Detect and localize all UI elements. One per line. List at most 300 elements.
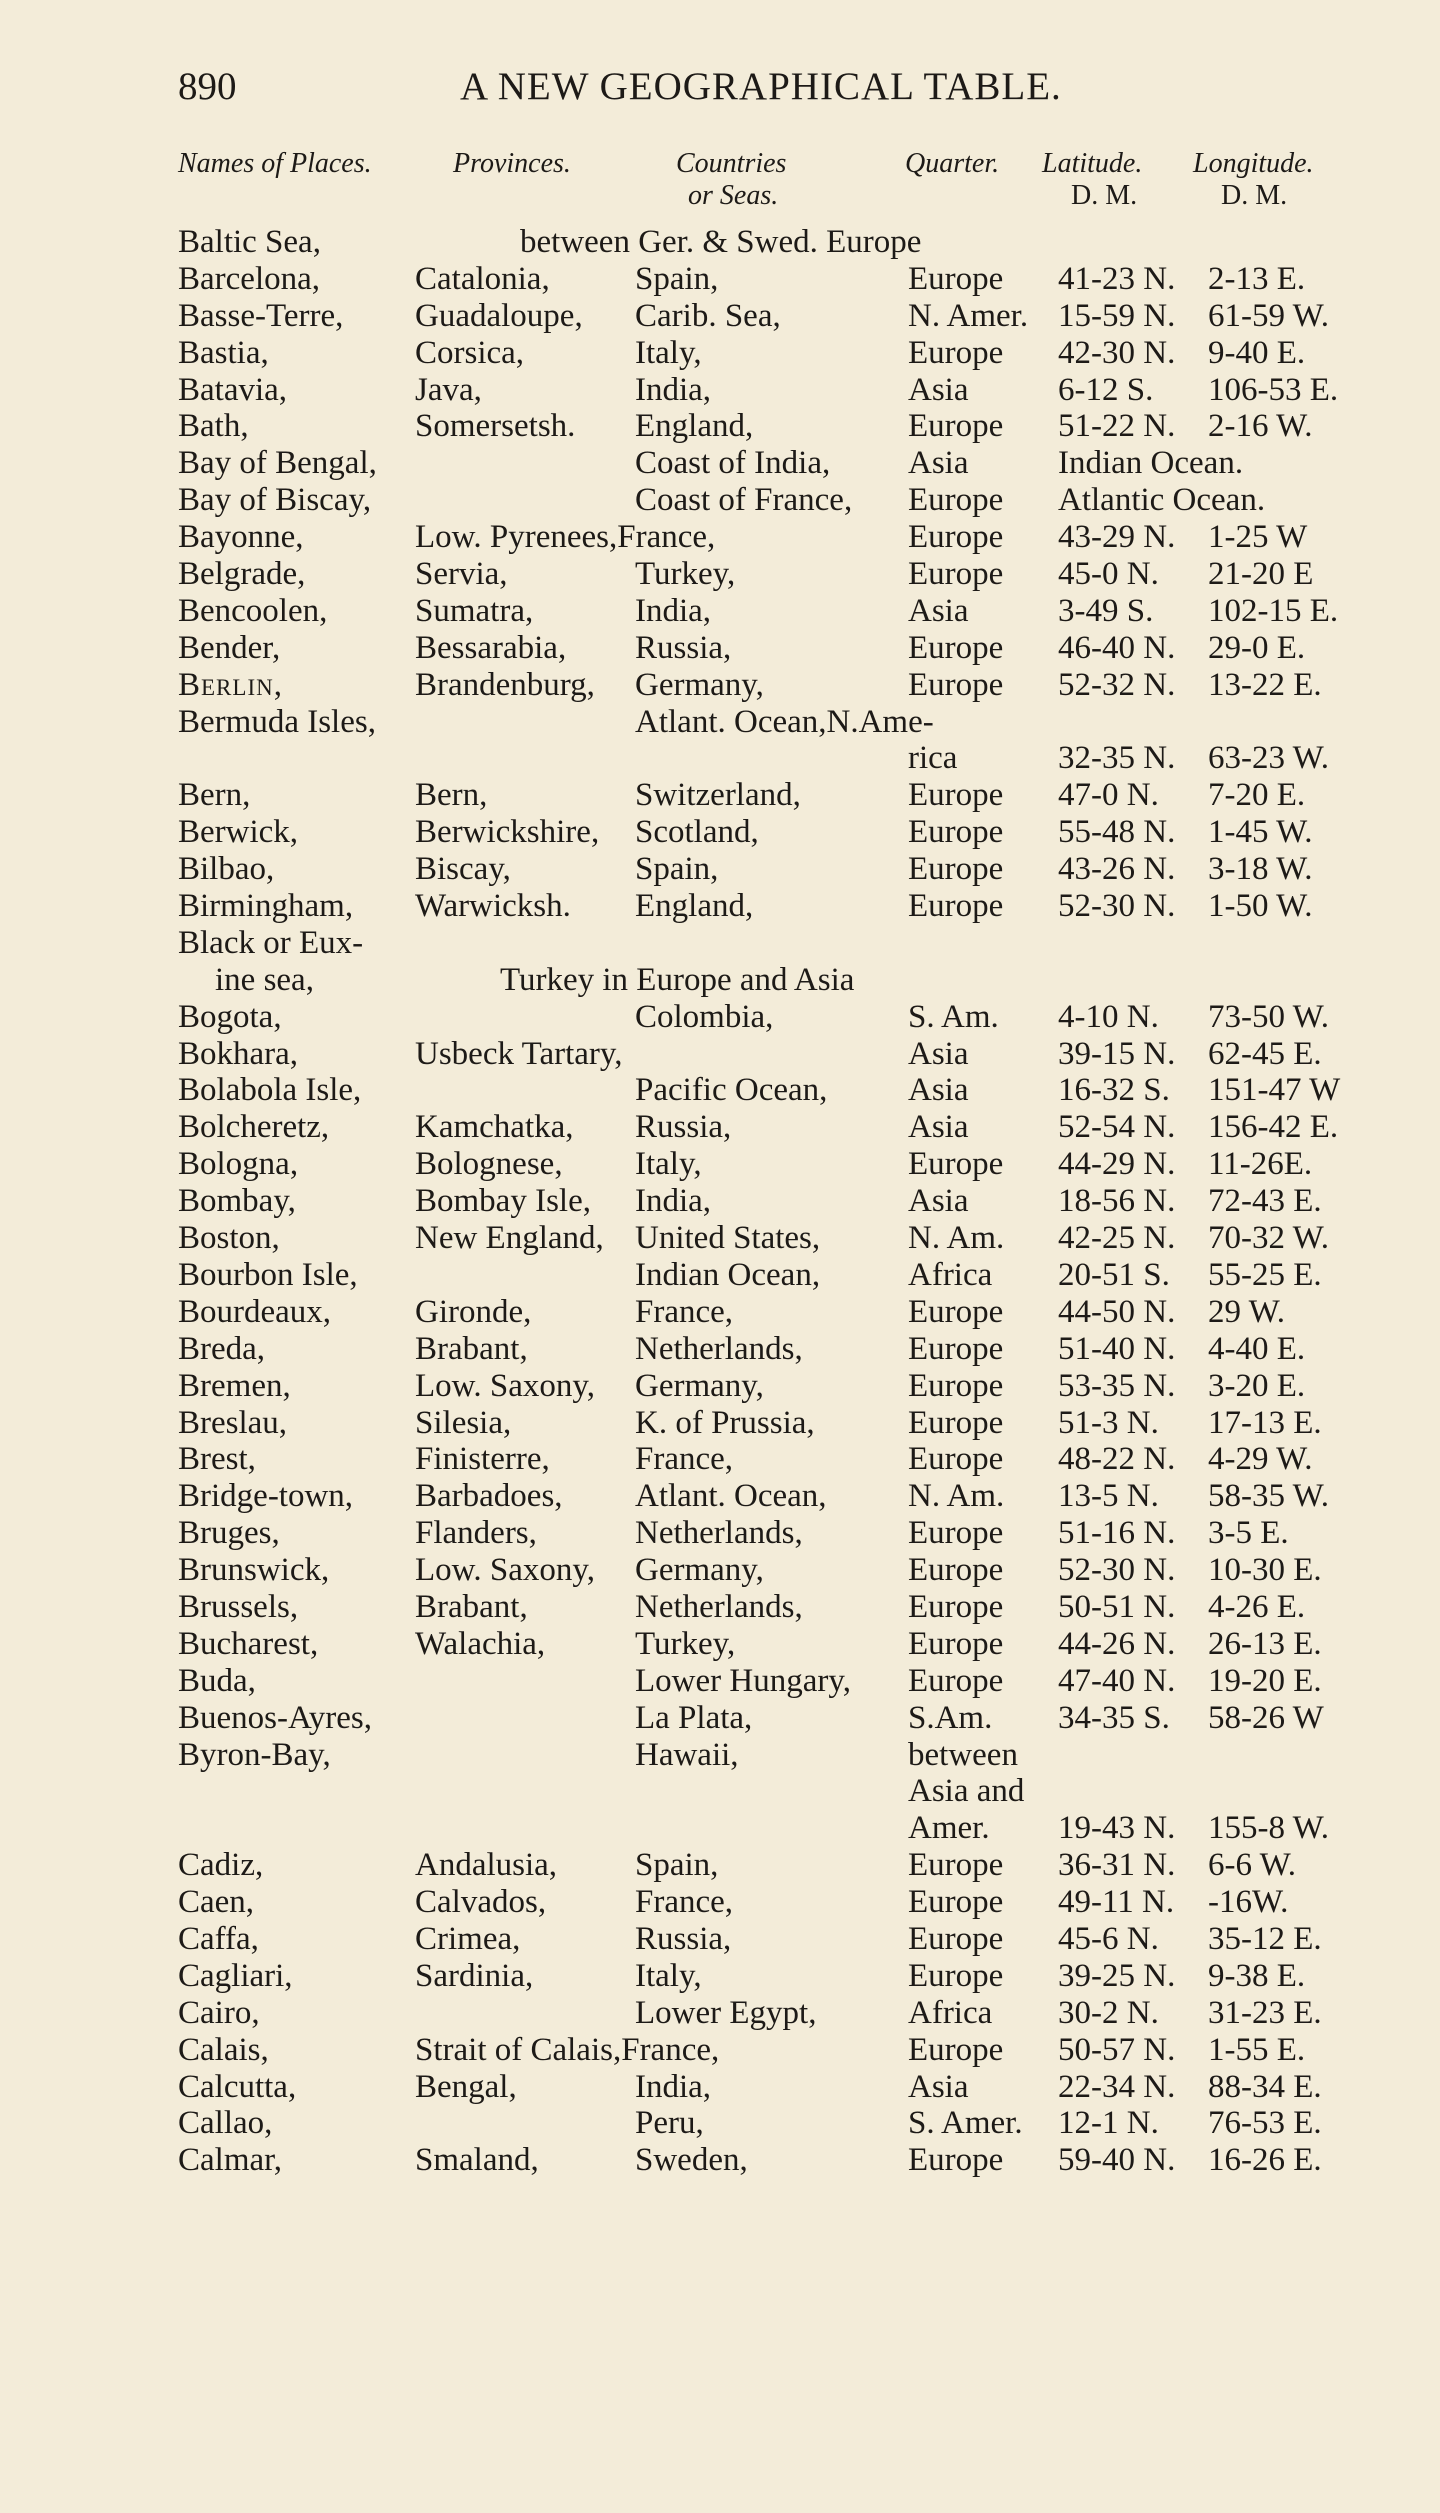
table-row bbox=[0, 1589, 1440, 1626]
quarter: Europe bbox=[908, 334, 1004, 371]
table-row bbox=[0, 740, 1440, 777]
table-row bbox=[0, 2069, 1440, 2106]
longitude: 10-30 E. bbox=[1208, 1552, 1322, 1589]
country: Peru, bbox=[635, 2105, 704, 2142]
latitude: 48-22 N. bbox=[1058, 1441, 1176, 1478]
col-countries-sub: or Seas. bbox=[688, 180, 779, 211]
latitude: 44-29 N. bbox=[1058, 1146, 1176, 1183]
row-note: Turkey in Europe and Asia bbox=[500, 961, 855, 998]
latitude: 51-16 N. bbox=[1058, 1515, 1176, 1552]
quarter: Europe bbox=[908, 777, 1004, 814]
country: K. of Prussia, bbox=[635, 1404, 815, 1441]
province: Silesia, bbox=[415, 1404, 512, 1441]
latitude: 50-57 N. bbox=[1058, 2031, 1176, 2068]
quarter: rica bbox=[908, 740, 958, 777]
table-row bbox=[0, 1220, 1440, 1257]
quarter: Asia bbox=[908, 1109, 969, 1146]
latitude: 3-49 S. bbox=[1058, 592, 1154, 629]
table-row bbox=[0, 1921, 1440, 1958]
country: Russia, bbox=[635, 629, 732, 666]
quarter: Asia bbox=[908, 371, 969, 408]
table-row bbox=[0, 630, 1440, 667]
quarter: Asia bbox=[908, 1183, 969, 1220]
quarter: Europe bbox=[908, 2031, 1004, 2068]
country: Indian Ocean, bbox=[635, 1256, 821, 1293]
place-name: Bolcheretz, bbox=[178, 1109, 330, 1146]
latitude: 4-10 N. bbox=[1058, 998, 1159, 1035]
country: Turkey, bbox=[635, 556, 736, 593]
quarter: Europe bbox=[908, 1588, 1004, 1625]
table-row bbox=[0, 1995, 1440, 2032]
longitude: 7-20 E. bbox=[1208, 777, 1306, 814]
province: Bolognese, bbox=[415, 1146, 563, 1183]
place-name: Caffa, bbox=[178, 1920, 259, 1957]
country: France, bbox=[635, 1884, 734, 1921]
country: Spain, bbox=[635, 851, 719, 888]
quarter: Europe bbox=[908, 1146, 1004, 1183]
table-row bbox=[0, 1257, 1440, 1294]
longitude: 3-5 E. bbox=[1208, 1515, 1289, 1552]
province: Brandenburg, bbox=[415, 666, 595, 703]
latitude: 39-25 N. bbox=[1058, 1957, 1176, 1994]
place-name: Bern, bbox=[178, 777, 251, 814]
country: United States, bbox=[635, 1220, 821, 1257]
place-name: Bourdeaux, bbox=[178, 1293, 332, 1330]
longitude: 17-13 E. bbox=[1208, 1404, 1322, 1441]
quarter: Europe bbox=[908, 1625, 1004, 1662]
country: Germany, bbox=[635, 666, 764, 703]
country: Carib. Sea, bbox=[635, 297, 781, 334]
province: Brabant, bbox=[415, 1588, 528, 1625]
col-latitude: Latitude. bbox=[1042, 148, 1143, 179]
table-row bbox=[0, 408, 1440, 445]
table-row bbox=[0, 298, 1440, 335]
place-name: Bilbao, bbox=[178, 851, 275, 888]
longitude: 31-23 E. bbox=[1208, 1994, 1322, 2031]
country: La Plata, bbox=[635, 1699, 753, 1736]
table-row bbox=[0, 1700, 1440, 1737]
place-name: Barcelona, bbox=[178, 260, 321, 297]
quarter: Europe bbox=[908, 851, 1004, 888]
country: Russia, bbox=[635, 1920, 732, 1957]
quarter: Asia bbox=[908, 1035, 969, 1072]
country: Netherlands, bbox=[635, 1330, 803, 1367]
table-row bbox=[0, 1109, 1440, 1146]
quarter: between bbox=[908, 1736, 1018, 1773]
place-name: Bokhara, bbox=[178, 1035, 299, 1072]
longitude: 70-32 W. bbox=[1208, 1220, 1330, 1257]
country: Pacific Ocean, bbox=[635, 1072, 828, 1109]
latitude: 15-59 N. bbox=[1058, 297, 1176, 334]
quarter: Amer. bbox=[908, 1810, 990, 1847]
country: Russia, bbox=[635, 1109, 732, 1146]
col-names: Names of Places. bbox=[178, 148, 372, 179]
table-row bbox=[0, 335, 1440, 372]
quarter: S. Am. bbox=[908, 998, 999, 1035]
table-row bbox=[0, 704, 1440, 741]
country: Netherlands, bbox=[635, 1515, 803, 1552]
country: India, bbox=[635, 1183, 712, 1220]
quarter: Europe bbox=[908, 556, 1004, 593]
quarter: Asia and bbox=[908, 1773, 1025, 1810]
place-name: ine sea, bbox=[215, 961, 314, 998]
latitude: 53-35 N. bbox=[1058, 1367, 1176, 1404]
table-row bbox=[0, 1368, 1440, 1405]
table-row bbox=[0, 1405, 1440, 1442]
place-name: Brussels, bbox=[178, 1588, 299, 1625]
table-row bbox=[0, 261, 1440, 298]
quarter: Asia bbox=[908, 445, 969, 482]
longitude: 63-23 W. bbox=[1208, 740, 1330, 777]
longitude: 13-22 E. bbox=[1208, 666, 1322, 703]
province: Crimea, bbox=[415, 1920, 521, 1957]
table-row bbox=[0, 1146, 1440, 1183]
country: Lower Egypt, bbox=[635, 1994, 817, 2031]
place-name: Boston, bbox=[178, 1220, 280, 1257]
col-countries: Countries bbox=[676, 148, 787, 179]
longitude: 6-6 W. bbox=[1208, 1847, 1297, 1884]
latitude: 49-11 N. bbox=[1058, 1884, 1175, 1921]
place-name: Bombay, bbox=[178, 1183, 296, 1220]
quarter: Europe bbox=[908, 1441, 1004, 1478]
latitude: 51-22 N. bbox=[1058, 408, 1176, 445]
latitude: 43-29 N. bbox=[1058, 519, 1176, 556]
quarter: Europe bbox=[908, 814, 1004, 851]
table-row bbox=[0, 1884, 1440, 1921]
latitude: 55-48 N. bbox=[1058, 814, 1176, 851]
province: Sumatra, bbox=[415, 592, 534, 629]
latitude: Indian Ocean. bbox=[1058, 445, 1244, 482]
province: Bern, bbox=[415, 777, 488, 814]
province: Flanders, bbox=[415, 1515, 537, 1552]
quarter: Europe bbox=[908, 1662, 1004, 1699]
latitude: 19-43 N. bbox=[1058, 1810, 1176, 1847]
province: Kamchatka, bbox=[415, 1109, 574, 1146]
country: Switzerland, bbox=[635, 777, 801, 814]
quarter: Europe bbox=[908, 1330, 1004, 1367]
place-name: Calais, bbox=[178, 2031, 269, 2068]
latitude: Atlantic Ocean. bbox=[1058, 482, 1266, 519]
place-name: Bucharest, bbox=[178, 1625, 319, 1662]
table-row bbox=[0, 1515, 1440, 1552]
province: Walachia, bbox=[415, 1625, 546, 1662]
quarter: S.Am. bbox=[908, 1699, 993, 1736]
row-note: between Ger. & Swed. Europe bbox=[520, 224, 922, 260]
table-row bbox=[0, 667, 1440, 704]
province: Corsica, bbox=[415, 334, 525, 371]
longitude: 4-26 E. bbox=[1208, 1588, 1306, 1625]
table-row bbox=[0, 1183, 1440, 1220]
country: England, bbox=[635, 408, 754, 445]
place-name: Basse-Terre, bbox=[178, 297, 344, 334]
table-row bbox=[0, 556, 1440, 593]
quarter: Asia bbox=[908, 592, 969, 629]
place-name: Bourbon Isle, bbox=[178, 1256, 358, 1293]
country: Coast of France, bbox=[635, 482, 853, 519]
place-name: Buda, bbox=[178, 1662, 256, 1699]
latitude: 45-0 N. bbox=[1058, 556, 1159, 593]
latitude: 52-32 N. bbox=[1058, 666, 1176, 703]
table-row bbox=[0, 445, 1440, 482]
place-name: Cairo, bbox=[178, 1994, 260, 2031]
place-name: Bolabola Isle, bbox=[178, 1072, 362, 1109]
latitude: 44-26 N. bbox=[1058, 1625, 1176, 1662]
country: India, bbox=[635, 371, 712, 408]
country: Hawaii, bbox=[635, 1736, 739, 1773]
country: Scotland, bbox=[635, 814, 759, 851]
table-row bbox=[0, 925, 1440, 962]
longitude: 16-26 E. bbox=[1208, 2142, 1322, 2179]
col-latitude-sub: D. M. bbox=[1071, 180, 1138, 211]
province: Berwickshire, bbox=[415, 814, 600, 851]
latitude: 30-2 N. bbox=[1058, 1994, 1159, 2031]
table-row bbox=[0, 372, 1440, 409]
country: Italy, bbox=[635, 1957, 702, 1994]
table-row bbox=[0, 1958, 1440, 1995]
longitude: 58-26 W bbox=[1208, 1699, 1324, 1736]
longitude: 55-25 E. bbox=[1208, 1256, 1322, 1293]
longitude: 62-45 E. bbox=[1208, 1035, 1322, 1072]
place-name: Calmar, bbox=[178, 2142, 283, 2179]
quarter: N. Am. bbox=[908, 1220, 1005, 1257]
longitude: 26-13 E. bbox=[1208, 1625, 1322, 1662]
table-row bbox=[0, 1331, 1440, 1368]
table-row bbox=[0, 999, 1440, 1036]
place-name: Bremen, bbox=[178, 1367, 291, 1404]
table-row bbox=[0, 1441, 1440, 1478]
quarter: Europe bbox=[908, 1404, 1004, 1441]
country: Netherlands, bbox=[635, 1588, 803, 1625]
country: Germany, bbox=[635, 1552, 764, 1589]
latitude: 59-40 N. bbox=[1058, 2142, 1176, 2179]
latitude: 43-26 N. bbox=[1058, 851, 1176, 888]
table-row bbox=[0, 519, 1440, 556]
longitude: 58-35 W. bbox=[1208, 1478, 1330, 1515]
latitude: 47-40 N. bbox=[1058, 1662, 1176, 1699]
quarter: Europe bbox=[908, 1920, 1004, 1957]
place-name: Bruges, bbox=[178, 1515, 280, 1552]
longitude: 19-20 E. bbox=[1208, 1662, 1322, 1699]
place-name: Brest, bbox=[178, 1441, 256, 1478]
place-name: Bermuda Isles, bbox=[178, 703, 376, 740]
quarter: N. Amer. bbox=[908, 297, 1029, 334]
longitude: 72-43 E. bbox=[1208, 1183, 1322, 1220]
latitude: 42-25 N. bbox=[1058, 1220, 1176, 1257]
province: Java, bbox=[415, 371, 482, 408]
page-header bbox=[178, 64, 1358, 124]
quarter: Europe bbox=[908, 2142, 1004, 2179]
quarter: Europe bbox=[908, 260, 1004, 297]
quarter: N. Am. bbox=[908, 1478, 1005, 1515]
province: Gironde, bbox=[415, 1293, 532, 1330]
place-name: Bogota, bbox=[178, 998, 282, 1035]
longitude: 35-12 E. bbox=[1208, 1920, 1322, 1957]
latitude: 39-15 N. bbox=[1058, 1035, 1176, 1072]
quarter: Europe bbox=[908, 666, 1004, 703]
country: Spain, bbox=[635, 1847, 719, 1884]
col-provinces: Provinces. bbox=[453, 148, 571, 179]
longitude: 151-47 W bbox=[1208, 1072, 1341, 1109]
page-number: 890 bbox=[178, 65, 237, 108]
table-row bbox=[0, 1036, 1440, 1073]
table-row bbox=[0, 1626, 1440, 1663]
longitude: 155-8 W. bbox=[1208, 1810, 1330, 1847]
quarter: Africa bbox=[908, 1256, 993, 1293]
latitude: 6-12 S. bbox=[1058, 371, 1154, 408]
table-row bbox=[0, 482, 1440, 519]
quarter: Europe bbox=[908, 408, 1004, 445]
latitude: 46-40 N. bbox=[1058, 629, 1176, 666]
province: Andalusia, bbox=[415, 1847, 558, 1884]
province: Biscay, bbox=[415, 851, 511, 888]
longitude: 76-53 E. bbox=[1208, 2105, 1322, 2142]
place-name: Bologna, bbox=[178, 1146, 299, 1183]
quarter: Europe bbox=[908, 1293, 1004, 1330]
latitude: 51-3 N. bbox=[1058, 1404, 1159, 1441]
place-name: Byron-Bay, bbox=[178, 1736, 331, 1773]
province: Barbadoes, bbox=[415, 1478, 563, 1515]
table-row bbox=[0, 1294, 1440, 1331]
longitude: 73-50 W. bbox=[1208, 998, 1330, 1035]
province: Low. Saxony, bbox=[415, 1552, 595, 1589]
province: Bombay Isle, bbox=[415, 1183, 591, 1220]
place-name: Breslau, bbox=[178, 1404, 288, 1441]
quarter: Europe bbox=[908, 629, 1004, 666]
longitude: 21-20 E bbox=[1208, 556, 1314, 593]
place-name: Caen, bbox=[178, 1884, 255, 1921]
longitude: 1-50 W. bbox=[1208, 888, 1313, 925]
country: Italy, bbox=[635, 1146, 702, 1183]
quarter: Europe bbox=[908, 888, 1004, 925]
place-name: Berlin, bbox=[178, 666, 283, 703]
column-headers bbox=[178, 148, 1378, 218]
province: Smaland, bbox=[415, 2142, 539, 2179]
province: Sardinia, bbox=[415, 1957, 534, 1994]
table-row bbox=[0, 962, 1440, 999]
latitude: 52-30 N. bbox=[1058, 1552, 1176, 1589]
longitude: 4-29 W. bbox=[1208, 1441, 1313, 1478]
place-name: Bastia, bbox=[178, 334, 269, 371]
longitude: 11-26E. bbox=[1208, 1146, 1313, 1183]
longitude: 106-53 E. bbox=[1208, 371, 1339, 408]
table-row bbox=[0, 1810, 1440, 1847]
place-name: Belgrade, bbox=[178, 556, 306, 593]
quarter: Europe bbox=[908, 1367, 1004, 1404]
place-name: Bath, bbox=[178, 408, 249, 445]
place-name: Cagliari, bbox=[178, 1957, 293, 1994]
longitude: 1-25 W bbox=[1208, 519, 1308, 556]
latitude: 20-51 S. bbox=[1058, 1256, 1170, 1293]
country: France, bbox=[635, 1441, 734, 1478]
place-name: Bender, bbox=[178, 629, 281, 666]
table-row bbox=[0, 1663, 1440, 1700]
country: Spain, bbox=[635, 260, 719, 297]
longitude: 3-18 W. bbox=[1208, 851, 1313, 888]
quarter: Europe bbox=[908, 1957, 1004, 1994]
longitude: 9-40 E. bbox=[1208, 334, 1306, 371]
place-name: Callao, bbox=[178, 2105, 273, 2142]
province: Brabant, bbox=[415, 1330, 528, 1367]
latitude: 42-30 N. bbox=[1058, 334, 1176, 371]
longitude: 4-40 E. bbox=[1208, 1330, 1306, 1367]
table-row bbox=[0, 1737, 1440, 1774]
province: Strait of Calais,France, bbox=[415, 2031, 720, 2068]
longitude: 102-15 E. bbox=[1208, 592, 1339, 629]
province: New England, bbox=[415, 1220, 604, 1257]
country: Atlant. Ocean, bbox=[635, 1478, 827, 1515]
quarter: Asia bbox=[908, 1072, 969, 1109]
country: Lower Hungary, bbox=[635, 1662, 851, 1699]
latitude: 45-6 N. bbox=[1058, 1920, 1159, 1957]
table-row bbox=[0, 777, 1440, 814]
place-name: Black or Eux- bbox=[178, 924, 364, 961]
longitude: 29-0 E. bbox=[1208, 629, 1306, 666]
place-name: Bayonne, bbox=[178, 519, 304, 556]
province: Guadaloupe, bbox=[415, 297, 583, 334]
latitude: 32-35 N. bbox=[1058, 740, 1176, 777]
country: France, bbox=[635, 1293, 734, 1330]
quarter: Europe bbox=[908, 519, 1004, 556]
place-name: Breda, bbox=[178, 1330, 266, 1367]
table-row bbox=[0, 2032, 1440, 2069]
latitude: 50-51 N. bbox=[1058, 1588, 1176, 1625]
province: Finisterre, bbox=[415, 1441, 550, 1478]
longitude: 2-16 W. bbox=[1208, 408, 1313, 445]
country: England, bbox=[635, 888, 754, 925]
place-name: Bay of Biscay, bbox=[178, 482, 372, 519]
latitude: 52-30 N. bbox=[1058, 888, 1176, 925]
province: Bessarabia, bbox=[415, 629, 567, 666]
quarter: Europe bbox=[908, 1552, 1004, 1589]
quarter: S. Amer. bbox=[908, 2105, 1023, 2142]
table-row bbox=[0, 2142, 1440, 2179]
country: India, bbox=[635, 592, 712, 629]
country: Turkey, bbox=[635, 1625, 736, 1662]
longitude: 156-42 E. bbox=[1208, 1109, 1339, 1146]
province: Bengal, bbox=[415, 2068, 517, 2105]
quarter: Europe bbox=[908, 1515, 1004, 1552]
longitude: 1-55 E. bbox=[1208, 2031, 1306, 2068]
place-name: Calcutta, bbox=[178, 2068, 297, 2105]
country: Colombia, bbox=[635, 998, 774, 1035]
place-name: Bencoolen, bbox=[178, 592, 328, 629]
place-name: Buenos-Ayres, bbox=[178, 1699, 373, 1736]
province: Low. Pyrenees,France, bbox=[415, 519, 716, 556]
province: Usbeck Tartary, bbox=[415, 1035, 623, 1072]
latitude: 13-5 N. bbox=[1058, 1478, 1159, 1515]
latitude: 36-31 N. bbox=[1058, 1847, 1176, 1884]
col-quarter: Quarter. bbox=[905, 148, 1000, 179]
country: Sweden, bbox=[635, 2142, 748, 2179]
table-row bbox=[0, 2105, 1440, 2142]
longitude: 1-45 W. bbox=[1208, 814, 1313, 851]
quarter: Africa bbox=[908, 1994, 993, 2031]
latitude: 47-0 N. bbox=[1058, 777, 1159, 814]
col-longitude: Longitude. bbox=[1193, 148, 1314, 179]
place-name: Batavia, bbox=[178, 371, 288, 408]
table-row bbox=[0, 593, 1440, 630]
page-title: A NEW GEOGRAPHICAL TABLE. bbox=[460, 65, 1062, 108]
latitude: 22-34 N. bbox=[1058, 2068, 1176, 2105]
country: India, bbox=[635, 2068, 712, 2105]
province: Calvados, bbox=[415, 1884, 547, 1921]
longitude: -16W. bbox=[1208, 1884, 1289, 1921]
col-longitude-sub: D. M. bbox=[1221, 180, 1288, 211]
longitude: 2-13 E. bbox=[1208, 260, 1306, 297]
province: Warwicksh. bbox=[415, 888, 571, 925]
quarter: Europe bbox=[908, 482, 1004, 519]
province: Low. Saxony, bbox=[415, 1367, 595, 1404]
